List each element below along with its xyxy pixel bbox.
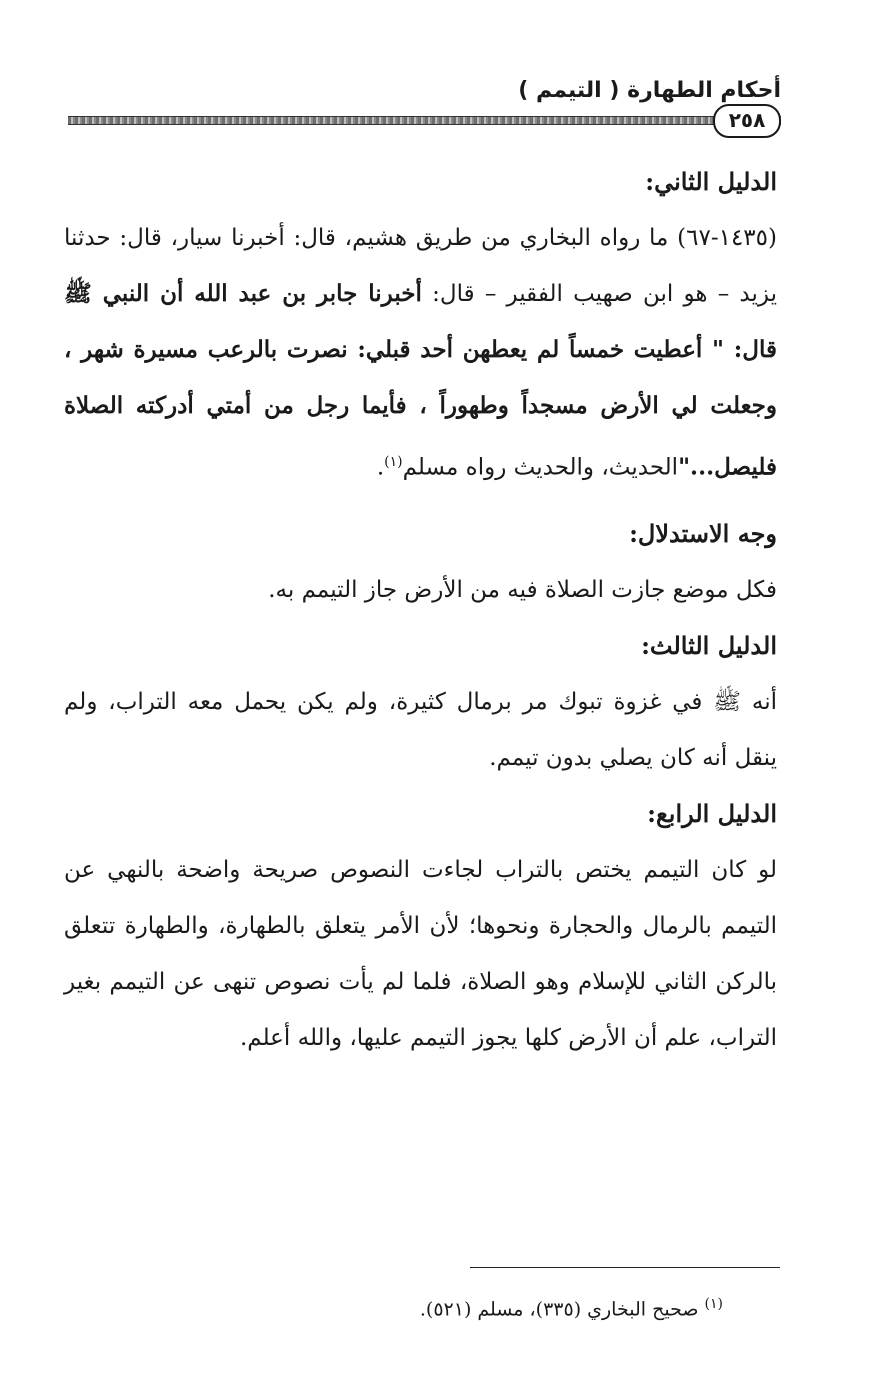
dalil2-end: . bbox=[376, 454, 385, 481]
dalil2-intro: (١٤٣٥-٦٧) ما رواه البخاري من طريق هشيم، قال: أخبرنا سيار، قال: حدثنا يزيد – هو ابن صهيب الفقير – قال: bbox=[64, 225, 777, 307]
footnote-separator bbox=[470, 1267, 780, 1268]
dalil3-paragraph: أنه ﷺ في غزوة تبوك مر برمال كثيرة، ولم يكن يحمل معه التراب، ولم ينقل أنه كان يصلي بدون تيمم. bbox=[64, 688, 777, 771]
dalil4-heading: الدليل الرابع: bbox=[647, 798, 777, 828]
dalil4-paragraph: لو كان التيمم يختص بالتراب لجاءت النصوص صريحة واضحة بالنهي عن التيمم بالرمال والحجارة ونحوها؛ لأن الأمر يتعلق بالطهارة، والطهارة تتعلق بالركن الثاني للإسلام وهو الصلاة، فلما لم يأت نصوص تنهى عن التيمم بغير التراب، علم أن الأرض كلها يجوز التيمم عليها، والله أعلم. bbox=[64, 856, 777, 1051]
header-rule bbox=[68, 116, 781, 125]
wajh-paragraph: فكل موضع جازت الصلاة فيه من الأرض جاز التيمم به. bbox=[268, 576, 777, 603]
footnote bbox=[420, 1288, 723, 1325]
dalil2-paragraph bbox=[64, 210, 777, 496]
dalil2-tail: الحديث، والحديث رواه مسلم bbox=[402, 454, 679, 481]
page-number: ٢٥٨ bbox=[713, 104, 781, 138]
page-body bbox=[64, 154, 777, 1066]
footnote-text: صحيح البخاري (٣٣٥)، مسلم (٥٢١). bbox=[419, 1298, 699, 1321]
footnote-reference: (١) bbox=[384, 454, 403, 470]
dalil3-heading: الدليل الثالث: bbox=[641, 630, 777, 660]
hadith-text: أخبرنا جابر بن عبد الله أن النبي ﷺ قال: " أعطيت خمساً لم يعطهن أحد قبلي: نصرت بالرعب مسيرة شهر ، وجعلت لي الأرض مسجداً وطهوراً ، فأيما رجل من أمتي أدركته الصلاة فليصل..." bbox=[64, 280, 777, 481]
footnote-marker: (١) bbox=[704, 1296, 723, 1312]
book-title: أحكام الطهارة ( التيمم ) bbox=[518, 78, 781, 103]
page-header bbox=[68, 70, 781, 140]
dalil2-heading: الدليل الثاني: bbox=[645, 167, 777, 196]
wajh-heading: وجه الاستدلال: bbox=[629, 518, 777, 548]
